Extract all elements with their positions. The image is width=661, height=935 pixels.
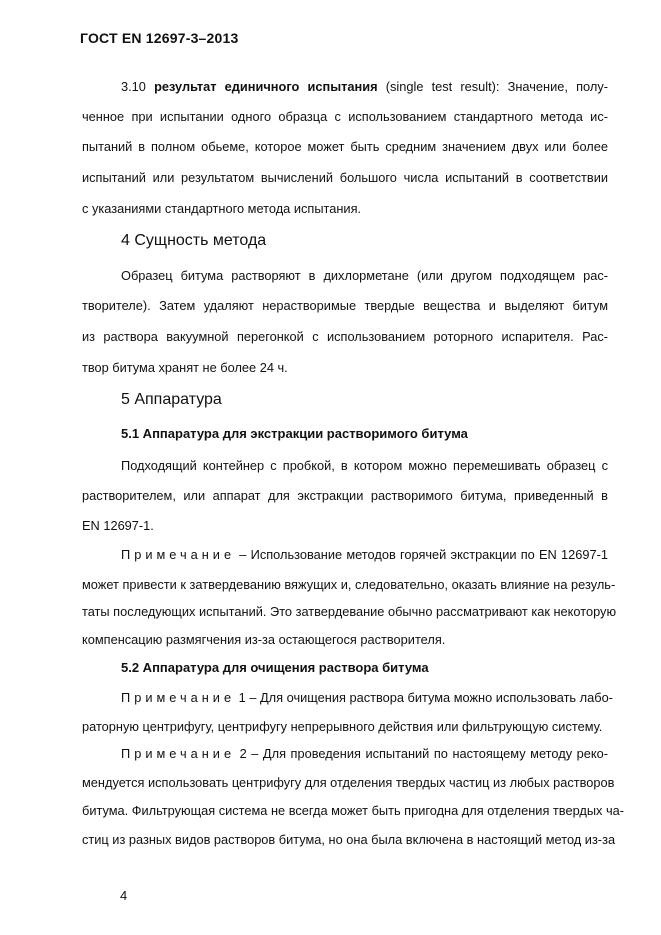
- note-label: Примечание: [121, 746, 236, 761]
- clause-number: 3.10: [121, 79, 146, 94]
- note-line: компенсацию размягчения из-за остающегося растворителя.: [82, 632, 446, 647]
- paragraph-line: твор битума хранят не более 24 ч.: [82, 360, 288, 375]
- paragraph-line: пытаний в полном обьеме, которое может быть средним значением двух или более: [82, 139, 608, 154]
- note-line: таты последующих испытаний. Это затвердевание обычно рассматривают как некоторую: [82, 604, 617, 619]
- paragraph-line: испытаний или результатом вычислений большого числа испытаний в соответствии: [82, 170, 608, 185]
- note-line: Примечание – Использование методов горячей экстракции по EN 12697-1: [121, 547, 608, 562]
- note-line: Примечание 2 – Для проведения испытаний по настоящему методу реко-: [121, 746, 608, 761]
- paragraph-line: с указаниями стандартного метода испытания.: [82, 201, 362, 216]
- definition-line: 3.10 результат единичного испытания (single test result): Значение, полу-: [121, 79, 608, 94]
- paragraph-line: EN 12697-1.: [82, 518, 154, 533]
- note-label: Примечание: [121, 547, 236, 562]
- paragraph-line: творителе). Затем удаляют нерастворимые твердые вещества и выделяют битум: [82, 298, 608, 313]
- paragraph-line: из раствора вакуумной перегонкой с использованием роторного испарителя. Рас-: [82, 329, 608, 344]
- page-number: 4: [120, 888, 128, 903]
- section-heading: 5 Аппаратура: [121, 391, 222, 408]
- note-line: раторную центрифугу, центрифугу непрерывного действия или фильтрующую систему.: [82, 719, 603, 734]
- section-heading: 4 Сущность метода: [121, 232, 267, 249]
- subsection-heading: 5.1 Аппаратура для экстракции растворимого битума: [121, 426, 468, 441]
- paragraph-line: ченное при испытании одного образца с использованием стандартного метода ис-: [82, 109, 608, 124]
- term: результат единичного испытания: [154, 79, 378, 94]
- note-line: Примечание 1 – Для очищения раствора битума можно использовать лабо-: [121, 690, 613, 705]
- paragraph-line: растворителем, или аппарат для экстракции растворимого битума, приведенный в: [82, 488, 608, 503]
- document-header: ГОСТ EN 12697-3–2013: [80, 30, 239, 46]
- note-line: мендуется использовать центрифугу для отделения твердых частиц из любых растворов: [82, 775, 615, 790]
- note-line: может привести к затвердеванию вяжущих и, следовательно, оказать влияние на резуль-: [82, 577, 616, 592]
- note-line: битума. Фильтрующая система не всегда может быть пригодна для отделения твердых ча-: [82, 803, 625, 818]
- paragraph-line: Образец битума растворяют в дихлорметане (или другом подходящем рас-: [121, 268, 608, 283]
- note-label: Примечание: [121, 690, 236, 705]
- subsection-heading: 5.2 Аппаратура для очищения раствора битума: [121, 660, 429, 675]
- paragraph-line: Подходящий контейнер с пробкой, в котором можно перемешивать образец с: [121, 458, 608, 473]
- note-line: стиц из разных видов растворов битума, но она была включена в настоящий метод из-за: [82, 832, 616, 847]
